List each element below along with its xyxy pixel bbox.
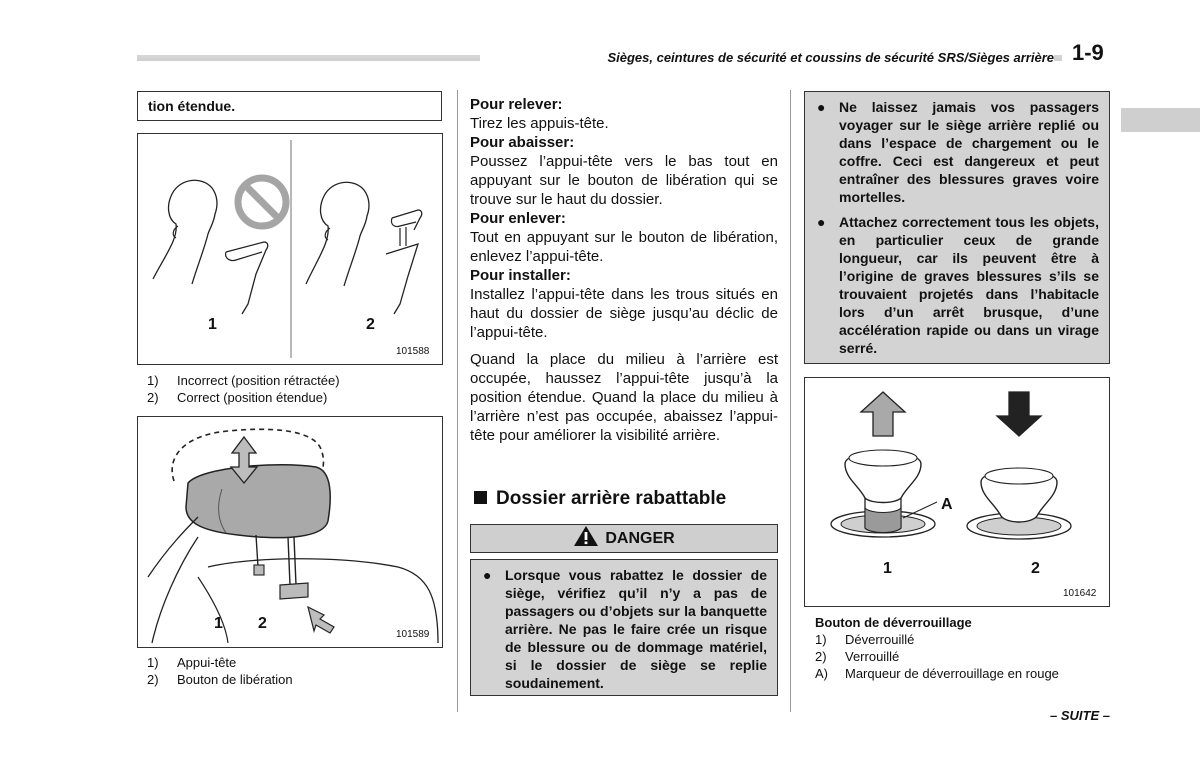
warning-triangle-icon — [573, 525, 599, 547]
instructions-column — [470, 95, 778, 445]
chapter-side-tab — [1121, 108, 1200, 132]
headrest-position-illustration — [138, 134, 442, 364]
headrest-release-figure — [137, 416, 443, 648]
caption-item — [147, 654, 293, 671]
column-divider-2 — [790, 90, 791, 712]
caption-item — [147, 372, 340, 389]
raise-heading: Pour relever: — [470, 96, 563, 113]
figure2-captions — [147, 654, 293, 688]
warning-bullet-text: Attachez correctement tous les objets, en particulier ceux de grande longueur, car ils peuvent être à l’origine de graves blessures s’ils se trouvaient projetés dans l’habitacle lors d’un arrêt brusque, d’une accélération rapide ou dans un virage serré. — [839, 214, 1099, 356]
caption-text: Marqueur de déverrouillage en rouge — [845, 666, 1059, 681]
warning-bullet: ● Ne laissez jamais vos passagers voyager sur le siège arrière replié ou dans l’espace de chargement ou le coffre. Ceci est dangereux et peut entraîner des blessures graves voire mortelles. — [817, 99, 1099, 205]
figure1-code: 101588 — [396, 346, 430, 357]
figure1-label-1: 1 — [208, 316, 217, 333]
warning-bullet: ● Attachez correctement tous les objets, en particulier ceux de grande longueur, car ils peuvent être à l’origine de graves blessures s’ils se trouvaient projetés dans l’habitacle lors d’un arrêt brusque, d’une accélération rapide ou dans un virage serré. — [817, 214, 1099, 356]
caption-text: Verrouillé — [845, 649, 900, 664]
section-heading — [474, 488, 726, 510]
caption-key: 1) — [147, 373, 159, 388]
danger-label: DANGER — [605, 530, 675, 547]
raise-text: Tirez les appuis-tête. — [470, 115, 609, 132]
caption-key: 2) — [815, 649, 827, 664]
running-header-title: Sièges, ceintures de sécurité et coussins de sécurité SRS/Sièges arrière — [480, 50, 1054, 65]
middle-seat-text: Quand la place du milieu à l’arrière est occupée, haussez l’appui-tête jusqu’à la position étendue. Quand la place du milieu à l’arrière n’est pas occupée, abaissez l’appui-tête pour améliorer la visibilité arrière. — [470, 351, 778, 444]
figure2-label-2: 2 — [258, 615, 267, 632]
section-square-icon — [474, 491, 487, 504]
caption-item — [147, 389, 340, 406]
caption-item — [815, 648, 1059, 665]
caption-key: 1) — [147, 655, 159, 670]
caption-text: Appui-tête — [177, 655, 237, 670]
danger-banner — [470, 524, 778, 553]
caption-item — [815, 665, 1059, 682]
figure3-title: Bouton de déverrouillage — [815, 615, 972, 630]
figure1-label-2: 2 — [366, 316, 375, 333]
install-heading: Pour installer: — [470, 267, 571, 284]
headrest-position-figure — [137, 133, 443, 365]
section-heading-text: Dossier arrière rabattable — [496, 488, 727, 509]
release-knob-figure — [804, 377, 1110, 607]
caption-key: 2) — [147, 390, 159, 405]
caption-item — [815, 631, 1059, 648]
page-number: 1-9 — [1072, 40, 1104, 65]
column-divider-1 — [457, 90, 458, 712]
lower-heading: Pour abaisser: — [470, 134, 575, 151]
caption-key: 1) — [815, 632, 827, 647]
figure3-label-A: A — [941, 496, 953, 513]
install-text: Installez l’appui-tête dans les trous situés en haut du dossier de siège jusqu’au déclic de l’appui-tête. — [470, 286, 778, 341]
figure3-label-2: 2 — [1031, 560, 1040, 577]
continued-text-box: tion étendue. — [137, 91, 442, 121]
caption-text: Correct (position étendue) — [177, 390, 328, 405]
lower-text: Poussez l’appui-tête vers le bas tout en appuyant sur le bouton de libération qui se trouve sur le haut du dossier. — [470, 153, 778, 208]
danger-bullet: ● Lorsque vous rabattez le dossier de siège, vérifiez qu’il n’y a pas de passagers ou d’objets sur la banquette arrière. Ne pas le faire crée un risque de blessure ou de dommage matériel, si le dossier de siège se replie soudainement. — [483, 567, 767, 691]
figure1-captions — [147, 372, 340, 406]
caption-key: A) — [815, 666, 828, 681]
figure3-code: 101642 — [1063, 588, 1097, 599]
continued-marker: – SUITE – — [1050, 708, 1110, 723]
remove-heading: Pour enlever: — [470, 210, 566, 227]
figure2-code: 101589 — [396, 629, 430, 640]
caption-item — [147, 671, 293, 688]
warning-bullet-text: Ne laissez jamais vos passagers voyager sur le siège arrière replié ou dans l’espace de chargement ou le coffre. Ceci est dangereux et peut entraîner des blessures graves voire mortelles. — [839, 99, 1099, 205]
caption-text: Incorrect (position rétractée) — [177, 373, 340, 388]
figure3-label-1: 1 — [883, 560, 892, 577]
figure2-label-1: 1 — [214, 615, 223, 632]
danger-box — [470, 559, 778, 696]
remove-text: Tout en appuyant sur le bouton de libération, enlevez l’appui-tête. — [470, 229, 778, 265]
danger-bullet-text: Lorsque vous rabattez le dossier de siège, vérifiez qu’il n’y a pas de passagers ou d’objets sur la banquette arrière. Ne pas le faire crée un risque de blessure ou de dommage matériel, si le dossier de siège se replie soudainement. — [505, 567, 767, 691]
figure3-captions — [815, 614, 1059, 682]
warning-box — [804, 91, 1110, 364]
caption-text: Bouton de libération — [177, 672, 293, 687]
release-knob-illustration — [805, 378, 1109, 606]
caption-text: Déverrouillé — [845, 632, 915, 647]
caption-key: 2) — [147, 672, 159, 687]
headrest-release-illustration — [138, 417, 442, 647]
